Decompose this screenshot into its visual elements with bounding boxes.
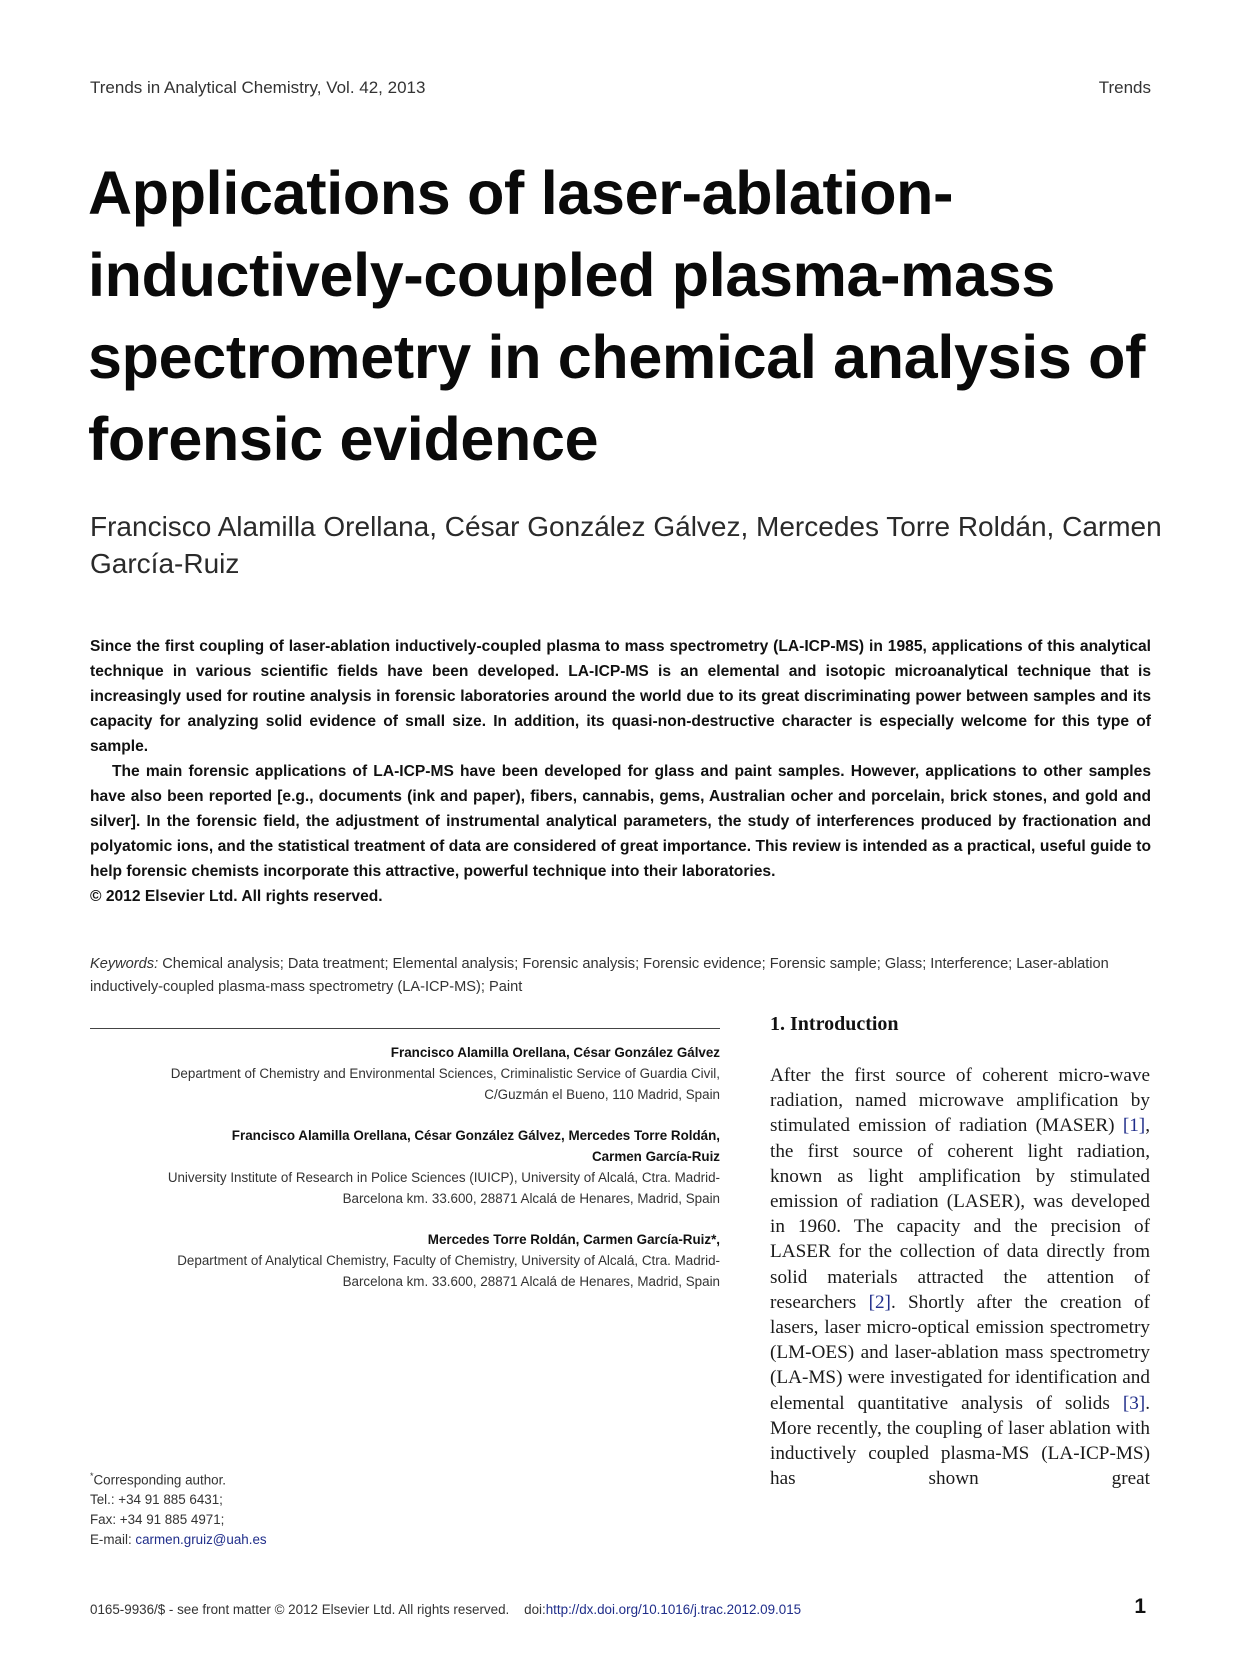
reference-link[interactable]: [1]: [1122, 1115, 1146, 1137]
footer: [90, 1602, 801, 1617]
affiliation-2: [90, 1125, 720, 1209]
affiliations: [90, 1042, 720, 1312]
running-head: [90, 78, 1151, 98]
section-heading-introduction: 1. Introduction: [770, 1013, 899, 1035]
reference-link[interactable]: [3]: [1122, 1392, 1146, 1414]
abstract: [90, 634, 1151, 909]
affiliation-divider: [90, 1028, 720, 1029]
affiliation-1: [90, 1042, 720, 1105]
copyright-notice: © 2012 Elsevier Ltd. All rights reserved.: [90, 888, 383, 905]
abstract-paragraph-2: The main forensic applications of LA-ICP-MS have been developed for glass and paint samples. However, applications to other samples have also been reported [e.g., documents (ink and paper), fibers, cannabis, gems, Australian ocher and porcelain, brick stones, and gold and silver]. In the forensic field, the adjustment of instrumental analytical parameters, the study of interferences produced by fractionation and polyatomic ions, and the statistical treatment of data are considered of great importance. This review is intended as a practical, useful guide to help forensic chemists incorporate this attractive, powerful technique into their laboratories.: [90, 763, 1151, 880]
doi-link[interactable]: http://dx.doi.org/10.1016/j.trac.2012.09.015: [545, 1602, 802, 1617]
section-label: Trends: [1098, 78, 1151, 97]
corresponding-author: [90, 1466, 490, 1550]
fax: Fax: +34 91 885 4971;: [90, 1512, 225, 1528]
affiliation-authors: Francisco Alamilla Orellana, César González Gálvez: [390, 1045, 720, 1060]
telephone: Tel.: +34 91 885 6431;: [90, 1492, 223, 1508]
keywords-label: Keywords:: [90, 956, 159, 972]
email-line: E-mail: carmen.gruiz@uah.es: [90, 1532, 267, 1548]
affiliation-authors: Carmen García-Ruiz: [592, 1149, 720, 1164]
journal-citation: Trends in Analytical Chemistry, Vol. 42, 2013: [90, 78, 426, 97]
affiliation-address: University Institute of Research in Police Sciences (IUICP), University of Alcalá, Ctra. Madrid-: [167, 1170, 720, 1185]
email-link[interactable]: carmen.gruiz@uah.es: [135, 1532, 267, 1548]
author-list: Francisco Alamilla Orellana, César González Gálvez, Mercedes Torre Roldán, Carmen García-Ruiz: [90, 511, 1162, 579]
doi-label: doi:: [524, 1602, 546, 1617]
affiliation-address: Department of Analytical Chemistry, Faculty of Chemistry, University of Alcalá, Ctra. Madrid-: [177, 1253, 720, 1268]
affiliation-address: Barcelona km. 33.600, 28871 Alcalá de Henares, Madrid, Spain: [342, 1191, 720, 1206]
asterisk: *: [90, 1471, 94, 1481]
affiliation-address: Department of Chemistry and Environmental Sciences, Criminalistic Service of Guardia Civil,: [170, 1066, 720, 1081]
issn-notice: 0165-9936/$ - see front matter © 2012 Elsevier Ltd. All rights reserved.: [90, 1602, 510, 1617]
affiliation-authors: Mercedes Torre Roldán, Carmen García-Ruiz*,: [427, 1232, 720, 1247]
affiliation-address: C/Guzmán el Bueno, 110 Madrid, Spain: [484, 1087, 720, 1102]
affiliation-authors: Francisco Alamilla Orellana, César González Gálvez, Mercedes Torre Roldán,: [231, 1128, 720, 1143]
affiliation-address: Barcelona km. 33.600, 28871 Alcalá de Henares, Madrid, Spain: [342, 1274, 720, 1289]
article-title: Applications of laser-ablation-inductively-coupled plasma-mass spectrometry in chemical analysis of forensic evidence: [88, 159, 1146, 473]
corresponding-label: *Corresponding author.: [90, 1471, 227, 1488]
introduction-paragraph: After the first source of coherent micro-wave radiation, named microwave amplification by stimulated emission of radiation (MASER) [1], the first source of coherent light radiation, known as light amplification by stimulated emission of radiation (LASER), was developed in 1960. The capacity and the precision of LASER for the collection of data directly from solid materials attracted the attention of researchers [2]. Shortly after the creation of lasers, laser micro-optical emission spectrometry (LM-OES) and laser-ablation mass spectrometry (LA-MS) were investigated for identification and elemental quantitative analysis of solids [3]. More recently, the coupling of laser ablation with inductively coupled plasma-MS (LA-ICP-MS) has shown great: [770, 1065, 1150, 1490]
reference-link[interactable]: [2]: [868, 1291, 891, 1313]
page-number: 1: [1134, 1595, 1146, 1618]
abstract-paragraph-1: Since the first coupling of laser-ablation inductively-coupled plasma to mass spectrometry (LA-ICP-MS) in 1985, applications of this analytical technique in various scientific fields have been developed. LA-ICP-MS is an elemental and isotopic microanalytical technique that is increasingly used for routine analysis in forensic laboratories around the world due to its great discriminating power between samples and its capacity for analyzing solid evidence of small size. In addition, its quasi-non-destructive character is especially welcome for this type of sample.: [90, 638, 1151, 755]
affiliation-3: [90, 1229, 720, 1292]
keywords-text: Chemical analysis; Data treatment; Elemental analysis; Forensic analysis; Forensic evidence; Forensic sample; Glass; Interference; Laser-ablation inductively-coupled plasma-mass spectrometry (LA-ICP-MS); Paint: [90, 956, 1109, 995]
keywords: [90, 953, 1151, 999]
